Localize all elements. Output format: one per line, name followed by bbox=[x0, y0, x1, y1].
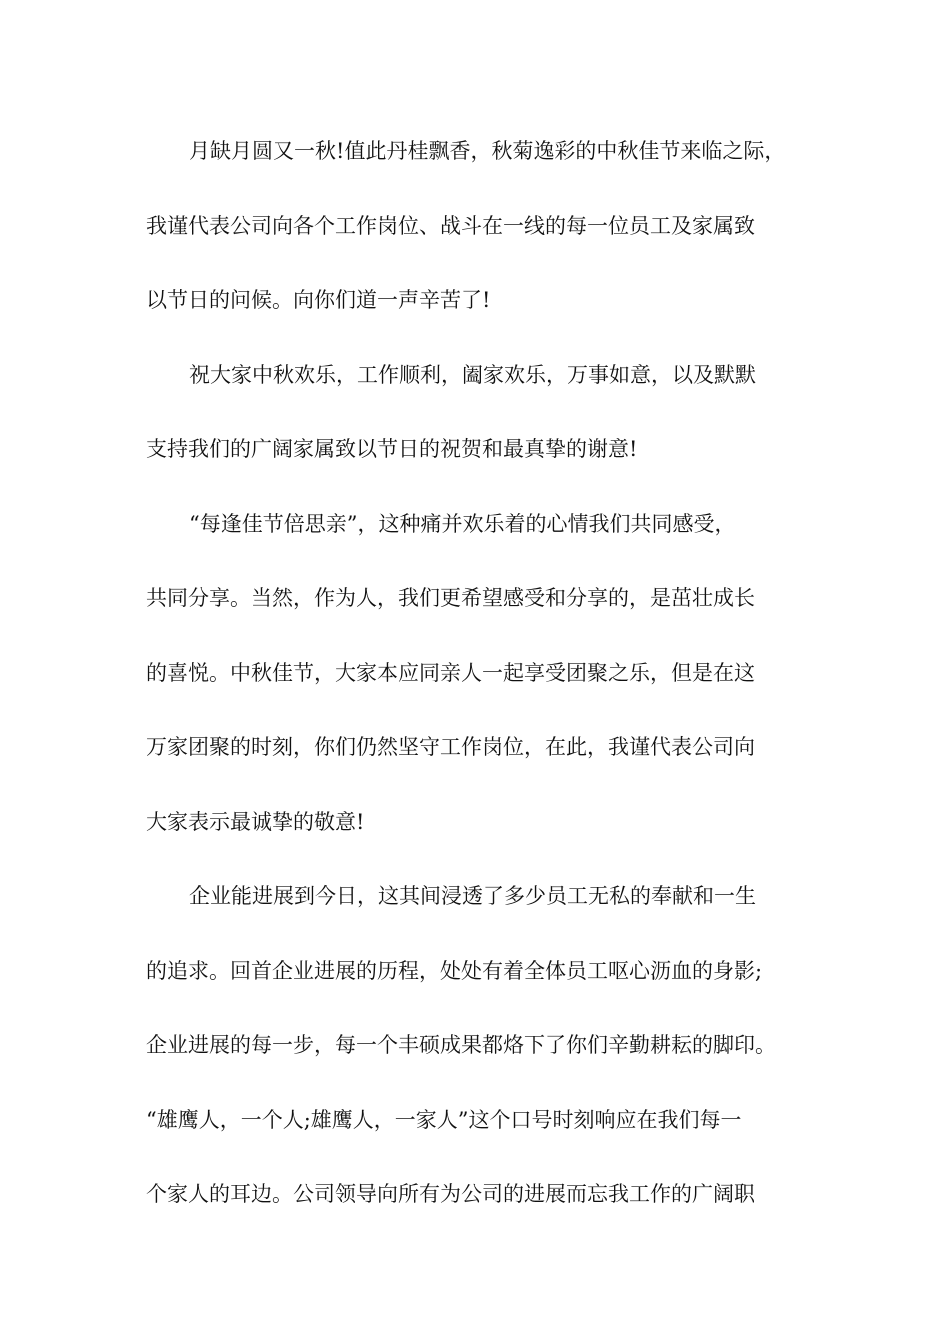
text-line: 万家团聚的时刻，你们仍然坚守工作岗位，在此，我谨代表公司向 bbox=[146, 735, 755, 759]
text-line: “每逢佳节倍思亲”，这种痛并欢乐着的心情我们共同感受， bbox=[189, 511, 736, 536]
text-line: 企业进展的每一步，每一个丰硕成果都烙下了你们辛勤耕耘的脚印。 bbox=[146, 1033, 776, 1057]
text-line: 支持我们的广阔家属致以节日的祝贺和最真挚的谢意! bbox=[146, 437, 638, 461]
text-line: 月缺月圆又一秋!值此丹桂飘香，秋菊逸彩的中秋佳节来临之际， bbox=[189, 139, 786, 163]
text-line: 的喜悦。中秋佳节，大家本应同亲人一起享受团聚之乐，但是在这 bbox=[146, 660, 755, 685]
text-line: 我谨代表公司向各个工作岗位、战斗在一线的每一位员工及家属致 bbox=[146, 213, 755, 238]
text-line: 大家表示最诚挚的敬意! bbox=[146, 809, 365, 834]
text-line: 企业能进展到今日，这其间浸透了多少员工无私的奉献和一生 bbox=[189, 884, 756, 908]
text-line: “雄鹰人，一个人;雄鹰人，一家人”这个口号时刻响应在我们每一 bbox=[146, 1107, 742, 1132]
text-line: 个家人的耳边。公司领导向所有为公司的进展而忘我工作的广阔职 bbox=[146, 1182, 755, 1206]
document-body bbox=[146, 126, 826, 1244]
text-line: 祝大家中秋欢乐，工作顺利，阖家欢乐，万事如意，以及默默 bbox=[189, 362, 756, 387]
text-line: 共同分享。当然，作为人，我们更希望感受和分享的，是茁壮成长 bbox=[146, 586, 755, 610]
text-line: 以节日的问候。向你们道一声辛苦了! bbox=[146, 288, 491, 312]
text-line: 的追求。回首企业进展的历程，处处有着全体员工呕心沥血的身影; bbox=[146, 958, 763, 983]
